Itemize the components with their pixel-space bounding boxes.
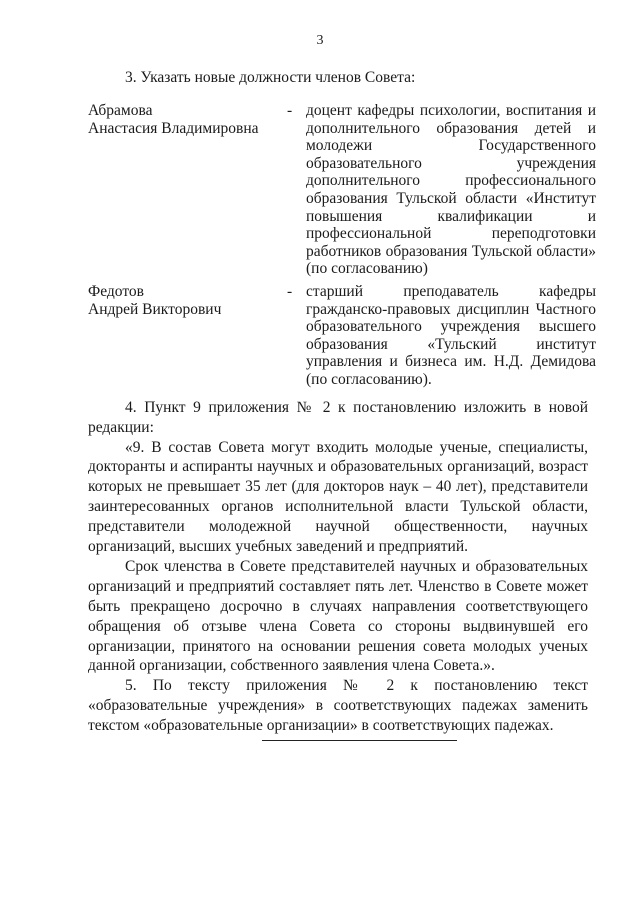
paragraph-item-5: 5. По тексту приложения № 2 к постановлению текст «образовательные учреждения» в соответствующих падежах заменить текстом «образовательные организации» в соответствующих падежах.	[88, 677, 588, 734]
end-rule	[262, 740, 457, 741]
member-given-names: Андрей Викторович	[88, 300, 222, 318]
member-given-names: Анастасия Владимировна	[88, 119, 259, 137]
member-entry-abramova	[88, 102, 600, 278]
member-name	[88, 283, 283, 318]
member-dash: -	[287, 283, 293, 300]
page-number: 3	[316, 33, 324, 48]
paragraph-clause-9: «9. В состав Совета могут входить молодые ученые, специалисты, докторанты и аспиранты научных и образовательных организаций, возраст которых не превышает 35 лет (для докторов наук – 40 лет), представители заинтересованных органов исполнительной власти Тульской области, представители молодежной научной общественности, научных организаций, высших учебных заведений и предприятий.	[88, 438, 588, 555]
member-name	[88, 102, 283, 137]
member-dash: -	[287, 102, 293, 119]
member-position: старший преподаватель кафедры гражданско-правовых дисциплин Частного образовательного учреждения высшего образования «Тульский институт управления и бизнеса им. Н.Д. Демидова (по согласованию).	[306, 283, 596, 388]
member-surname: Абрамова	[88, 102, 153, 119]
paragraph-membership-term: Срок членства в Совете представителей научных и образовательных организаций и предприятий составляет пять лет. Членство в Совете может быть прекращено досрочно в случаях направления соответствующего обращения об отзыве члена Совета со стороны выдвинувшей его организации, принятого на основании решения совета молодых ученых данной организации, собственного заявления члена Совета.».	[88, 558, 588, 675]
member-surname: Федотов	[88, 283, 144, 300]
paragraph-item-4: 4. Пункт 9 приложения № 2 к постановлению изложить в новой редакции:	[88, 399, 588, 436]
member-entry-fedotov	[88, 283, 600, 388]
member-position: доцент кафедры психологии, воспитания и дополнительного образования детей и молодежи Государственного образовательного учреждения дополнительного профессионального образования Тульской области «Институт повышения квалификации и профессиональной переподготовки работников образования Тульской области» (по согласованию)	[306, 102, 596, 278]
body-text	[88, 398, 588, 736]
item-3-heading: 3. Указать новые должности членов Совета:	[125, 69, 416, 86]
